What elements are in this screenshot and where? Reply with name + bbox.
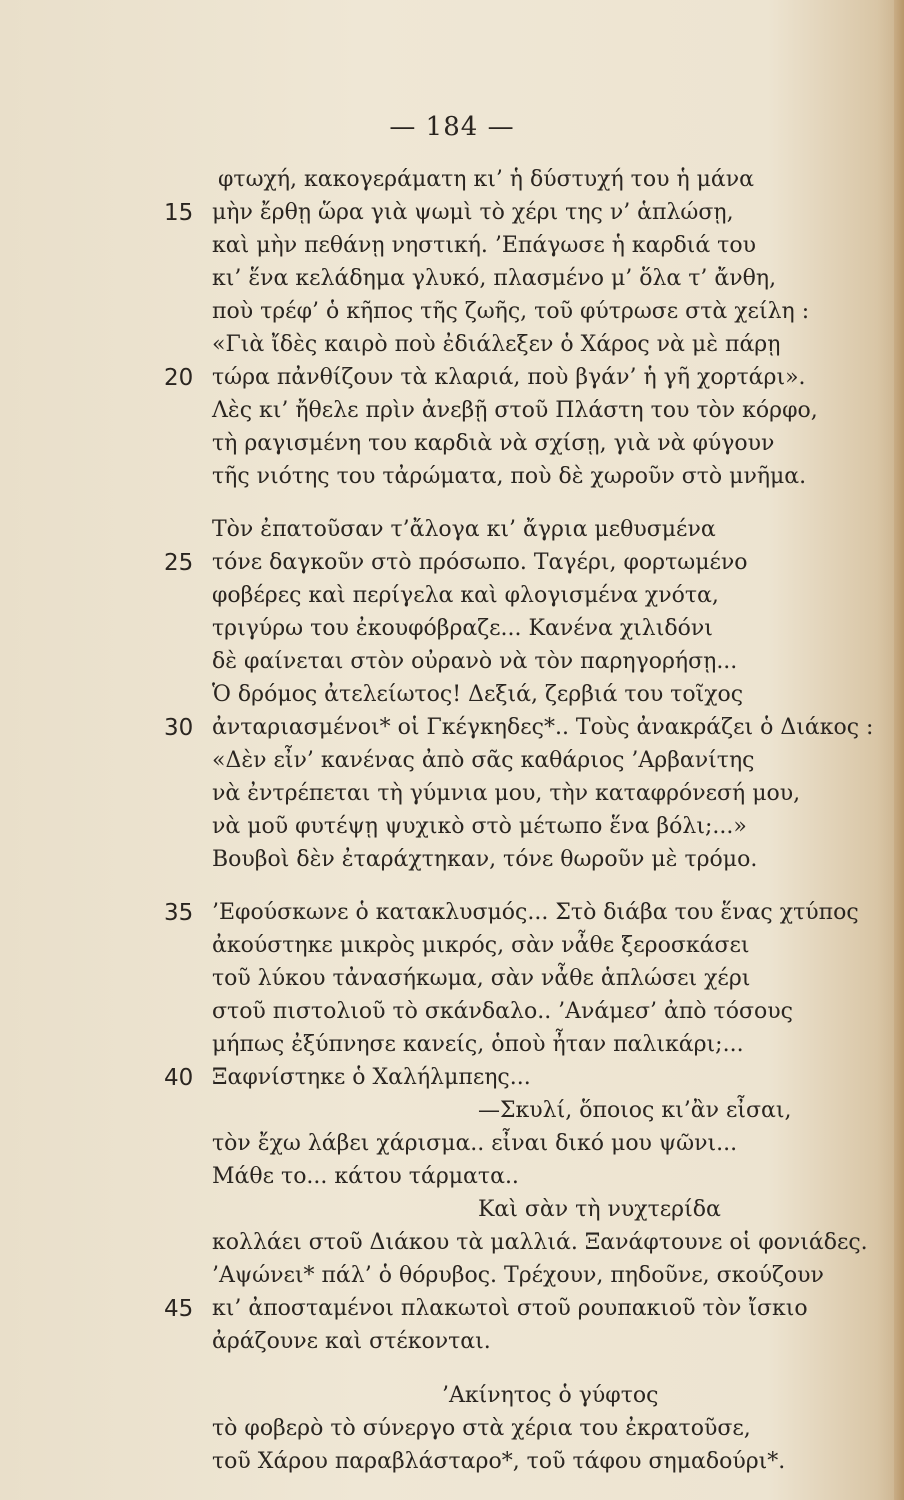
- text-line: καὶ μὴν πεθάνῃ νηστική. ’Επάγωσε ἡ καρδιά του: [212, 233, 756, 258]
- line-number: 20: [164, 365, 194, 391]
- text-line: ’Ακίνητος ὁ γύφτος: [442, 1383, 659, 1408]
- text-line: τριγύρω του ἐκουφόβραζε... Κανένα χιλιδόνι: [212, 616, 713, 641]
- page-number: — 184 —: [389, 112, 515, 142]
- text-line: νὰ μοῦ φυτέψῃ ψυχικὸ στὸ μέτωπο ἕνα βόλι;...»: [212, 814, 747, 839]
- text-line: τὸ φοβερὸ τὸ σύνεργο στὰ χέρια του ἐκρατοῦσε,: [212, 1416, 751, 1441]
- text-line: νὰ ἐντρέπεται τὴ γύμνια μου, τὴν καταφρόνεσή μου,: [212, 781, 801, 806]
- text-line: τὸν ἔχω λάβει χάρισμα.. εἶναι δικό μου ψῶνι...: [212, 1131, 738, 1156]
- text-line: Βουβοὶ δὲν ἐταράχτηκαν, τόνε θωροῦν μὲ τρόμο.: [212, 847, 758, 872]
- text-line: τώρα πἀνθίζουν τὰ κλαριά, ποὺ βγάν’ ἡ γῆ χορτάρι».: [212, 365, 806, 390]
- text-line: φτωχή, κακογεράματη κι’ ἡ δύστυχή του ἡ μάνα: [218, 167, 755, 192]
- text-line: ’Εφούσκωνε ὁ κατακλυσμός... Στὸ διάβα του ἕνας χτύπος: [212, 900, 859, 925]
- text-line: τοῦ λύκου τἀνασήκωμα, σὰν νἆθε ἁπλώσει χέρι: [212, 966, 751, 991]
- line-number: 25: [164, 550, 194, 576]
- text-line: ἀκούστηκε μικρὸς μικρός, σὰν νἆθε ξεροσκάσει: [212, 933, 750, 958]
- page-edge: [894, 0, 904, 1500]
- line-number: 30: [164, 715, 194, 741]
- text-line: κι’ ἕνα κελάδημα γλυκό, πλασμένο μ’ ὅλα τ’ ἄνθη,: [212, 266, 777, 291]
- line-number: 45: [164, 1296, 194, 1322]
- text-line: κολλάει στοῦ Διάκου τὰ μαλλιά. Ξανάφτουνε οἱ φονιάδες.: [212, 1230, 868, 1255]
- line-number: 35: [164, 900, 194, 926]
- text-line: ’Αψώνει* πάλ’ ὁ θόρυβος. Τρέχουν, πηδοῦνε, σκούζουν: [212, 1263, 824, 1288]
- line-number: 40: [164, 1065, 194, 1091]
- text-line: Λὲς κι’ ἤθελε πρὶν ἀνεβῇ στοῦ Πλάστη του τὸν κόρφο,: [212, 398, 818, 423]
- text-line: δὲ φαίνεται στὸν οὐρανὸ νὰ τὸν παρηγορήσῃ...: [212, 649, 738, 674]
- text-line: τῆς νιότης του τἀρώματα, ποὺ δὲ χωροῦν στὸ μνῆμα.: [212, 464, 807, 489]
- text-line: ἀνταριασμένοι* οἱ Γκέγκηδες*.. Τοὺς ἀνακράζει ὁ Διάκος :: [212, 715, 874, 740]
- text-line: «Δὲν εἶν’ κανένας ἀπὸ σᾶς καθάριος ’Αρβανίτης: [212, 748, 755, 773]
- text-line: κι’ ἀποσταμένοι πλακωτοὶ στοῦ ρουπακιοῦ τὸν ἴσκιο: [212, 1296, 808, 1321]
- text-line: «Γιὰ ἴδὲς καιρὸ ποὺ ἐδιάλεξεν ὁ Χάρος νὰ μὲ πάρῃ: [212, 332, 781, 357]
- text-line: τοῦ Χάρου παραβλάσταρο*, τοῦ τάφου σημαδούρι*.: [212, 1449, 786, 1474]
- text-line: ἀράζουνε καὶ στέκονται.: [212, 1329, 491, 1354]
- text-line: στοῦ πιστολιοῦ τὸ σκάνδαλο.. ’Ανάμεσ’ ἀπὸ τόσους: [212, 999, 793, 1024]
- text-line: Μάθε το... κάτου τάρματα..: [212, 1164, 519, 1189]
- text-line: μήπως ἐξύπνησε κανείς, ὁποὺ ἦταν παλικάρι;...: [212, 1032, 744, 1057]
- text-line: ποὺ τρέφ’ ὁ κῆπος τῆς ζωῆς, τοῦ φύτρωσε στὰ χείλη :: [212, 299, 810, 324]
- text-line: φοβέρες καὶ περίγελα καὶ φλογισμένα χνότα,: [212, 583, 719, 608]
- text-line: τόνε δαγκοῦν στὸ πρόσωπο. Ταγέρι, φορτωμένο: [212, 550, 748, 575]
- text-line: Ξαφνίστηκε ὁ Χαλήλμπεης...: [212, 1065, 531, 1090]
- line-number: 15: [164, 200, 194, 226]
- text-line: —Σκυλί, ὅποιος κι’ἂν εἶσαι,: [478, 1098, 792, 1123]
- text-line: Τὸν ἐπατοῦσαν τ’ἄλογα κι’ ἄγρια μεθυσμένα: [212, 517, 716, 542]
- text-line: τὴ ραγισμένη του καρδιὰ νὰ σχίσῃ, γιὰ νὰ φύγουν: [212, 431, 775, 456]
- text-line: Ὁ δρόμος ἀτελείωτος! Δεξιά, ζερβιά του τοῖχος: [212, 682, 744, 707]
- text-line: μὴν ἔρθῃ ὥρα γιὰ ψωμὶ τὸ χέρι της ν’ ἁπλώσῃ,: [212, 200, 734, 225]
- text-line: Καὶ σὰν τὴ νυχτερίδα: [478, 1197, 721, 1222]
